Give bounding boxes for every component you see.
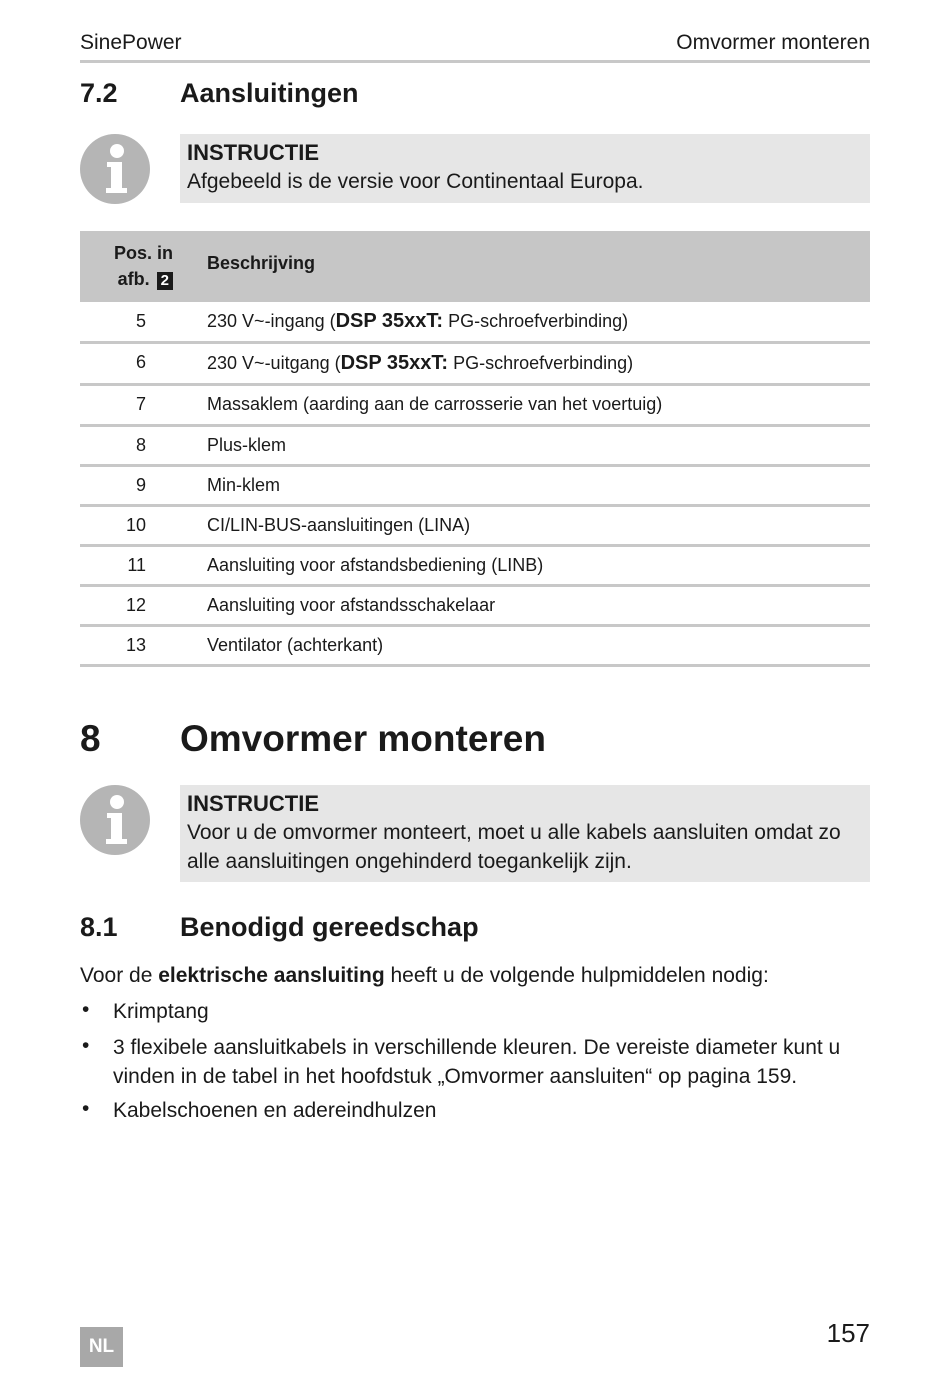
note-text: Afgebeeld is de versie voor Continentaal Europa. bbox=[187, 170, 644, 193]
list-item bbox=[113, 1033, 840, 1091]
bullet-marker: • bbox=[82, 1097, 90, 1120]
column-header-description: Beschrijving bbox=[207, 253, 316, 273]
row-description: Aansluiting voor afstandsbediening (LINB) bbox=[207, 555, 544, 575]
row-description: 230 V~-ingang (DSP 35xxT: PG-schroefverbinding) bbox=[207, 310, 629, 332]
row-description: Ventilator (achterkant) bbox=[207, 635, 384, 655]
table-row bbox=[80, 547, 870, 587]
table-row bbox=[80, 587, 870, 627]
row-description: Plus-klem bbox=[207, 435, 287, 455]
row-description: Massaklem (aarding aan de carrosserie van het voertuig) bbox=[207, 394, 663, 414]
note-title: INSTRUCTIE bbox=[187, 791, 319, 816]
chapter-number-8: 8 bbox=[80, 718, 101, 759]
column-header-afb-label: afb. bbox=[117, 269, 150, 289]
instruction-note-box bbox=[180, 785, 870, 882]
row-pos: 6 bbox=[135, 352, 146, 372]
table-row bbox=[80, 507, 870, 547]
row-pos: 9 bbox=[135, 475, 146, 495]
table-row bbox=[80, 427, 870, 467]
list-item: Krimptang bbox=[113, 1000, 209, 1023]
table-row bbox=[80, 302, 870, 344]
figure-reference-badge: 2 bbox=[157, 272, 173, 290]
intro-paragraph: Voor de elektrische aansluiting heeft u de volgende hulpmiddelen nodig: bbox=[80, 964, 769, 987]
ac-wave-symbol: ~ bbox=[254, 311, 265, 331]
note-text-line: alle aansluitingen ongehinderd toegankelijk zijn. bbox=[187, 850, 632, 873]
row-pos: 12 bbox=[125, 595, 146, 615]
section-number-8-1: 8.1 bbox=[80, 912, 118, 942]
instruction-note-box bbox=[180, 134, 870, 203]
language-badge: NL bbox=[80, 1327, 123, 1367]
section-title-benodigd-gereedschap: Benodigd gereedschap bbox=[180, 912, 479, 942]
info-icon bbox=[80, 134, 150, 204]
row-pos: 13 bbox=[125, 635, 146, 655]
row-pos: 11 bbox=[127, 555, 146, 575]
row-description: 230 V~-uitgang (DSP 35xxT: PG-schroefverbinding) bbox=[207, 352, 634, 374]
row-pos: 5 bbox=[135, 311, 146, 331]
table-row bbox=[80, 627, 870, 667]
column-header-pos-label: Pos. in bbox=[113, 243, 173, 263]
running-header-product: SinePower bbox=[80, 31, 182, 54]
table-row bbox=[80, 344, 870, 386]
row-pos: 7 bbox=[135, 394, 146, 414]
bullet-marker: • bbox=[82, 998, 90, 1021]
row-description: CI/LIN-BUS-aansluitingen (LINA) bbox=[207, 515, 471, 535]
row-pos: 10 bbox=[125, 515, 146, 535]
table-row bbox=[80, 386, 870, 427]
table-row bbox=[80, 467, 870, 507]
section-title-aansluitingen: Aansluitingen bbox=[180, 78, 359, 108]
list-item-line: 3 flexibele aansluitkabels in verschillende kleuren. De vereiste diameter kunt u bbox=[113, 1036, 841, 1059]
list-item: Kabelschoenen en adereindhulzen bbox=[113, 1099, 437, 1122]
section-number-7-2: 7.2 bbox=[80, 78, 118, 108]
row-description: Aansluiting voor afstandsschakelaar bbox=[207, 595, 496, 615]
row-pos: 8 bbox=[135, 435, 146, 455]
note-title: INSTRUCTIE bbox=[187, 140, 319, 165]
info-icon bbox=[80, 785, 150, 855]
bullet-marker: • bbox=[82, 1034, 90, 1057]
ac-wave-symbol: ~ bbox=[254, 353, 265, 373]
note-text-line: Voor u de omvormer monteert, moet u alle kabels aansluiten omdat zo bbox=[187, 821, 841, 844]
row-description: Min-klem bbox=[207, 475, 281, 495]
connections-table bbox=[80, 231, 870, 667]
list-item-line: vinden in de tabel in het hoofdstuk „Omvormer aansluiten“ op pagina 159. bbox=[113, 1065, 798, 1088]
chapter-title-omvormer-monteren: Omvormer monteren bbox=[180, 718, 546, 759]
column-header-pos bbox=[80, 240, 173, 292]
page-number: 157 bbox=[826, 1318, 870, 1348]
header-divider bbox=[80, 60, 870, 63]
running-header-chapter: Omvormer monteren bbox=[676, 31, 870, 54]
table-header bbox=[80, 231, 870, 302]
